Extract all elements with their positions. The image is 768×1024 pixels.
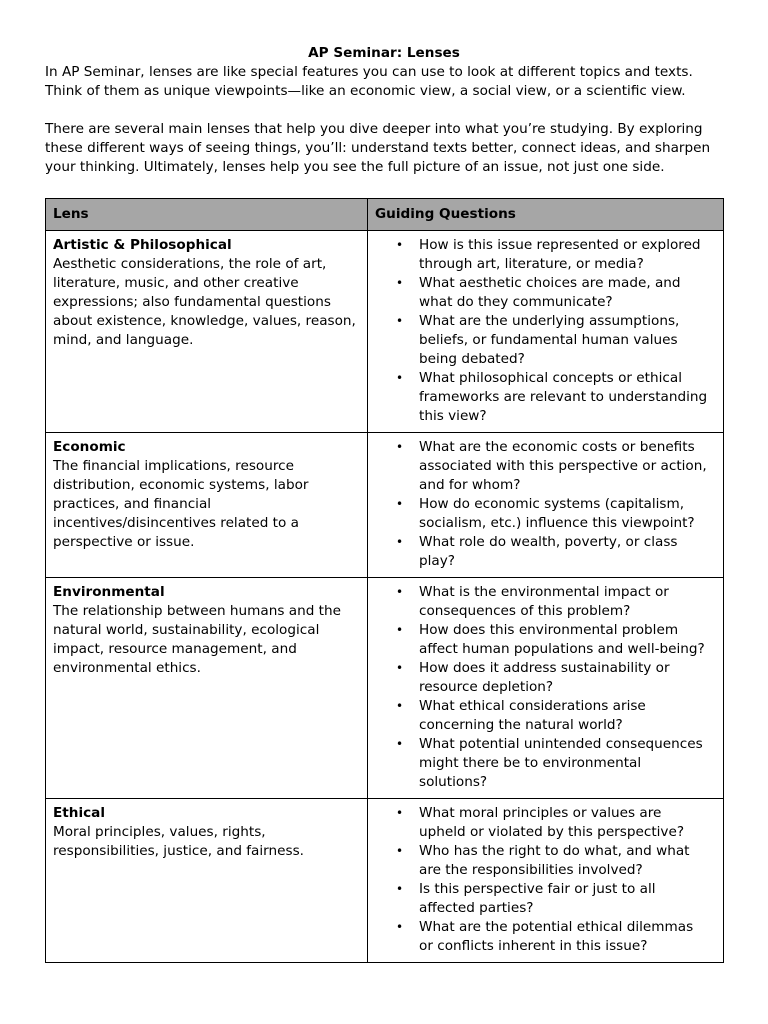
lens-name: Environmental [53,584,165,600]
question-line: what do they communicate? [419,294,613,310]
bullet-icon: • [396,623,404,637]
question-line: affect human populations and well-being? [419,641,705,657]
bullet-icon: • [396,844,404,858]
lens-description-line: impact, resource management, and [53,641,297,657]
question-text [419,697,715,735]
table-row [46,799,724,963]
bullet-icon: • [396,806,404,820]
page-title: AP Seminar: Lenses [308,45,460,61]
list-item [368,804,715,842]
lens-description [53,255,360,350]
question-line: What are the economic costs or benefits [419,439,695,455]
guiding-questions-list [368,804,715,956]
lens-description [53,457,360,552]
lens-description-line: responsibilities, justice, and fairness. [53,843,304,859]
question-text [419,495,715,533]
lens-description-line: The financial implications, resource [53,458,294,474]
lens-description-line: distribution, economic systems, labor [53,477,309,493]
question-line: associated with this perspective or action, [419,458,707,474]
question-line: frameworks are relevant to understanding [419,389,708,405]
intro-line: Think of them as unique viewpoints—like an economic view, a social view, or a scientific view. [45,83,686,99]
question-text [419,918,715,956]
guiding-questions-list [368,236,715,426]
question-line: upheld or violated by this perspective? [419,824,685,840]
question-line: and for whom? [419,477,521,493]
questions-cell [368,799,724,963]
table-body [46,231,724,963]
bullet-icon: • [396,371,404,385]
list-item [368,236,715,274]
question-line: How is this issue represented or explored [419,237,701,253]
list-item [368,659,715,697]
lens-description-line: The relationship between humans and the [53,603,341,619]
question-text [419,842,715,880]
lens-name: Economic [53,439,126,455]
question-line: How do economic systems (capitalism, [419,496,685,512]
question-line: affected parties? [419,900,534,916]
lens-description-line: environmental ethics. [53,660,201,676]
lens-cell [46,578,368,799]
bullet-icon: • [396,699,404,713]
question-line: What is the environmental impact or [419,584,669,600]
list-item [368,880,715,918]
bullet-icon: • [396,238,404,252]
lens-description [53,602,360,678]
lens-description-line: natural world, sustainability, ecological [53,622,320,638]
table-header-row [46,199,724,231]
question-text [419,880,715,918]
question-text [419,583,715,621]
question-text [419,621,715,659]
question-line: consequences of this problem? [419,603,631,619]
question-text [419,735,715,792]
question-line: might there be to environmental [419,755,642,771]
question-line: How does it address sustainability or [419,660,670,676]
intro-line: these different ways of seeing things, you’ll: understand texts better, connect ideas, and sharpen [45,140,711,156]
bullet-icon: • [396,497,404,511]
guiding-questions-list [368,583,715,792]
list-item [368,583,715,621]
question-line: or conflicts inherent in this issue? [419,938,648,954]
question-line: concerning the natural world? [419,717,623,733]
lens-description-line: expressions; also fundamental questions [53,294,331,310]
lens-cell [46,799,368,963]
header-guiding-questions: Guiding Questions [368,199,724,231]
lens-description-line: Moral principles, values, rights, [53,824,266,840]
question-line: through art, literature, or media? [419,256,644,272]
lens-description-line: incentives/disincentives related to a [53,515,299,531]
lens-description-line: perspective or issue. [53,534,195,550]
question-line: Who has the right to do what, and what [419,843,690,859]
lens-name: Artistic & Philosophical [53,237,232,253]
bullet-icon: • [396,882,404,896]
question-line: What are the underlying assumptions, [419,313,680,329]
lens-description-line: about existence, knowledge, values, reason, [53,313,356,329]
question-line: are the responsibilities involved? [419,862,643,878]
question-text [419,804,715,842]
header-lens: Lens [46,199,368,231]
intro-line: There are several main lenses that help you dive deeper into what you’re studying. By exploring [45,121,703,137]
question-line: What are the potential ethical dilemmas [419,919,694,935]
question-line: socialism, etc.) influence this viewpoint? [419,515,695,531]
bullet-icon: • [396,585,404,599]
lens-cell [46,433,368,578]
lens-description-line: practices, and financial [53,496,212,512]
question-text [419,659,715,697]
questions-cell [368,578,724,799]
list-item [368,533,715,571]
question-text [419,312,715,369]
intro-line: In AP Seminar, lenses are like special features you can use to look at different topics and texts. [45,64,693,80]
lens-description [53,823,360,861]
question-line: beliefs, or fundamental human values [419,332,678,348]
table-row [46,433,724,578]
lens-description-line: mind, and language. [53,332,194,348]
question-line: What potential unintended consequences [419,736,703,752]
list-item [368,621,715,659]
question-line: What philosophical concepts or ethical [419,370,682,386]
bullet-icon: • [396,661,404,675]
lens-name: Ethical [53,805,106,821]
intro [45,63,723,177]
intro-line: your thinking. Ultimately, lenses help you see the full picture of an issue, not just one side. [45,159,665,175]
lens-description-line: literature, music, and other creative [53,275,299,291]
question-line: What ethical considerations arise [419,698,646,714]
question-text [419,236,715,274]
lenses-table [45,198,724,963]
intro-paragraph-2 [45,120,723,177]
question-line: this view? [419,408,487,424]
list-item [368,918,715,956]
lens-cell [46,231,368,433]
intro-paragraph-1 [45,63,723,101]
question-line: What role do wealth, poverty, or class [419,534,678,550]
question-text [419,274,715,312]
question-line: play? [419,553,455,569]
question-line: What moral principles or values are [419,805,662,821]
list-item [368,438,715,495]
questions-cell [368,433,724,578]
bullet-icon: • [396,535,404,549]
questions-cell [368,231,724,433]
list-item [368,274,715,312]
question-line: What aesthetic choices are made, and [419,275,681,291]
question-text [419,438,715,495]
table-row [46,231,724,433]
question-line: being debated? [419,351,525,367]
list-item [368,369,715,426]
guiding-questions-list [368,438,715,571]
question-line: solutions? [419,774,488,790]
list-item [368,495,715,533]
bullet-icon: • [396,440,404,454]
list-item [368,697,715,735]
question-text [419,369,715,426]
bullet-icon: • [396,276,404,290]
bullet-icon: • [396,920,404,934]
question-line: Is this perspective fair or just to all [419,881,656,897]
question-line: resource depletion? [419,679,554,695]
question-text [419,533,715,571]
lens-description-line: Aesthetic considerations, the role of art, [53,256,327,272]
list-item [368,735,715,792]
bullet-icon: • [396,737,404,751]
list-item [368,842,715,880]
bullet-icon: • [396,314,404,328]
question-line: How does this environmental problem [419,622,679,638]
table-row [46,578,724,799]
list-item [368,312,715,369]
